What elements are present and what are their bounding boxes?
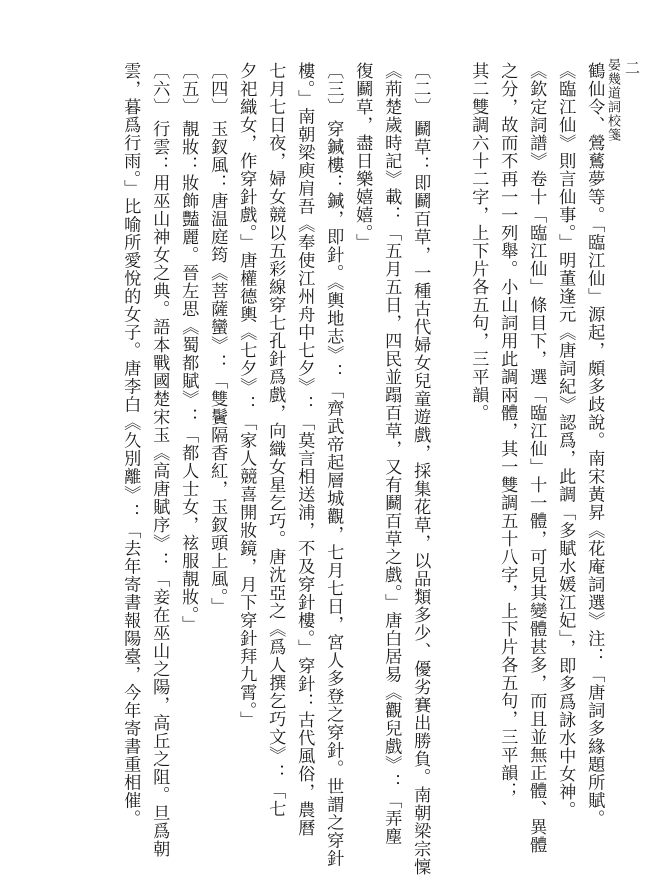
text-column — [555, 62, 576, 819]
note-number: 〔五〕 — [178, 62, 199, 116]
note-column — [149, 62, 170, 858]
note-number: 〔二〕 — [410, 62, 431, 116]
column-text: 之分，故而不再一一列舉。小山詞用此調兩體，其一雙調五十八字，上下片各五句，三平韻； — [497, 62, 518, 800]
note-number: 〔三〕 — [323, 62, 344, 116]
column-text: 夕祀織女，作穿針戲。」唐權德輿《七夕》：「家人競喜開妝鏡，月下穿針拜九霄。」 — [236, 62, 257, 729]
note-column — [207, 62, 228, 616]
column-text: 七月七日夜，婦女競以五彩線穿七孔針爲戲，向織女星乞巧。唐沈亞之《爲人撰乞巧文》：「七 — [265, 62, 286, 818]
text-column — [468, 62, 489, 422]
column-text: 《臨江仙》則言仙事。」明董逢元《唐詞紀》認爲，此調「多賦水媛江妃」，即多爲詠水中女神。 — [555, 62, 576, 819]
text-column — [526, 62, 547, 854]
column-text: 靚妝：妝飾豔麗。晉左思《蜀都賦》：「都人士女，袨服靚妝。」 — [178, 120, 199, 634]
column-text: 樓。」南朝梁庾肩吾《奉使江州舟中七夕》：「莫言相送浦，不及穿針樓。」穿針：古代風俗，農曆 — [294, 62, 315, 837]
column-text: 《荊楚歲時記》載：「五月五日，四民並蹋百草，又有鬬百草之戲。」唐白居易《觀兒戲》：「弄塵 — [381, 62, 402, 846]
text-column — [584, 62, 605, 828]
text-column — [294, 62, 315, 837]
note-column — [178, 62, 199, 634]
column-text: 雲，暮爲行雨。」比喻所愛悅的女子。唐李白《久別離》：「去年寄書報陽臺，今年寄書重相催。 — [120, 62, 141, 828]
column-text: 鶴仙令、鶯鶿夢等。「臨江仙」源起，頗多歧說。南宋黃昇《花庵詞選》注：「唐詞多緣題所賦。 — [584, 62, 605, 828]
column-text: 穿鍼樓：鍼，即針。《輿地志》：「齊武帝起層城觀，七月七日，宮人多登之穿針。世謂之穿針 — [323, 120, 344, 868]
column-text: 復鬬草，盡日樂嬉嬉。」 — [352, 62, 373, 252]
text-column — [120, 62, 141, 828]
column-text: 其二雙調六十二字，上下片各五句，三平韻。 — [468, 62, 489, 422]
text-column — [497, 62, 518, 800]
text-column — [352, 62, 373, 252]
text-column — [236, 62, 257, 729]
column-text: 行雲：用巫山神女之典。語本戰國楚宋玉《高唐賦序》：「妾在巫山之陽，高丘之阻。旦爲朝 — [149, 120, 170, 858]
note-number: 〔六〕 — [149, 62, 170, 116]
page-number: 二 — [623, 60, 641, 75]
column-text: 鬬草：即鬬百草，一種古代婦女兒童遊戲，採集花草，以品類多少、優劣賽出勝負。南朝梁宗懍 — [410, 120, 431, 876]
text-column — [265, 62, 286, 818]
note-column — [410, 62, 431, 876]
running-header: 晏幾道詞校箋 — [605, 58, 620, 142]
note-number: 〔四〕 — [207, 62, 228, 116]
text-column — [381, 62, 402, 846]
note-column — [323, 62, 344, 868]
column-text: 玉釵風：唐温庭筠《菩薩蠻》：「雙鬢隔香紅，玉釵頭上風。」 — [207, 120, 228, 616]
column-text: 《欽定詞譜》卷十「臨江仙」條目下，選「臨江仙」十一體，可見其變體甚多，而且並無正體、異體 — [526, 62, 547, 854]
